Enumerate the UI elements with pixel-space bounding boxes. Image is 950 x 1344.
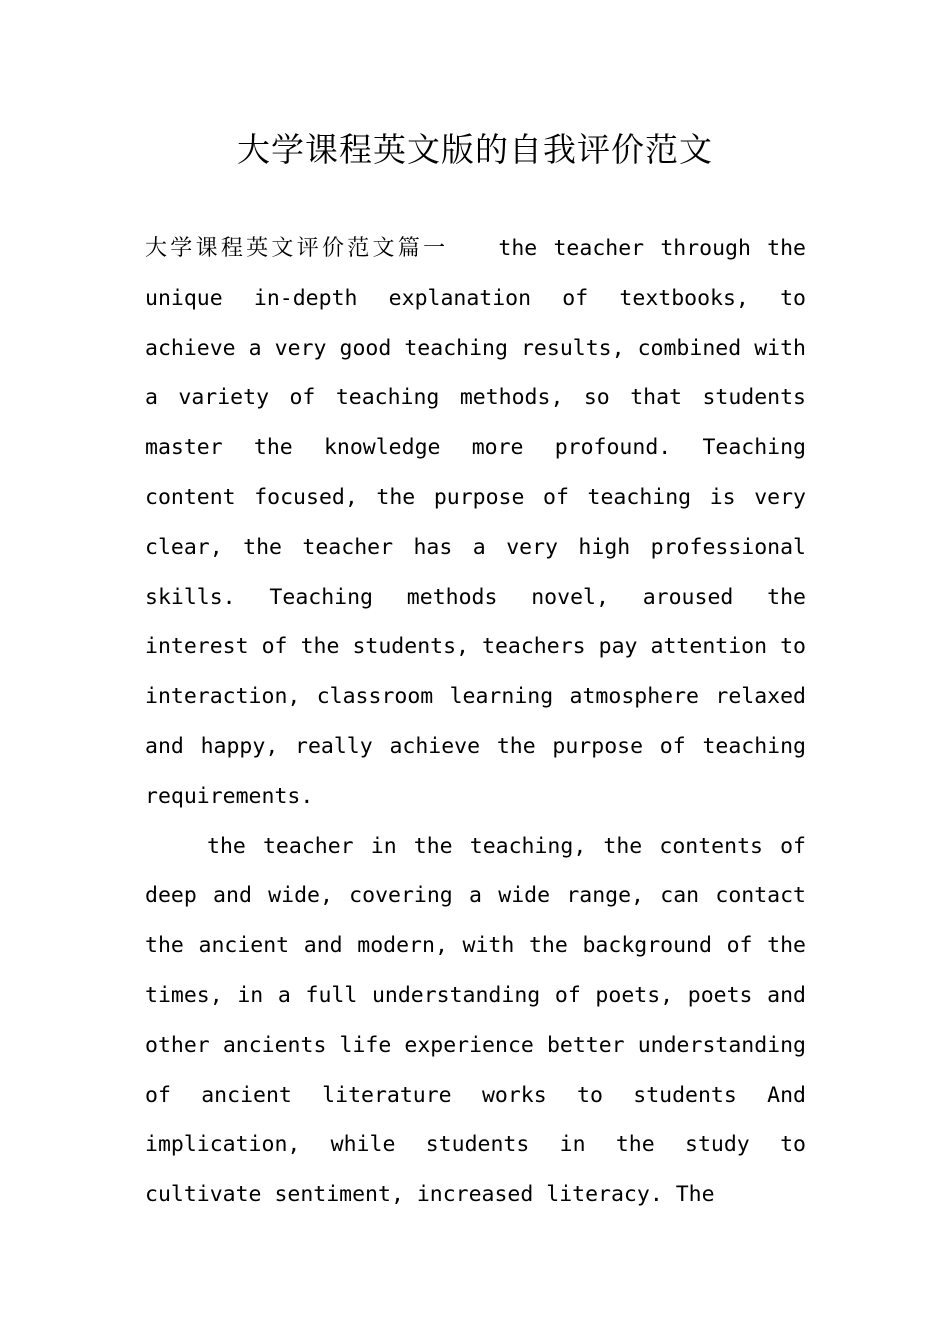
document-body bbox=[145, 224, 806, 1220]
paragraph-2: the teacher in the teaching, the contents of deep and wide, covering a wide range, can contact the ancient and modern, with the background of the times, in a full understanding of poets, poets and other ancients life experience better understanding of ancient literature works to students And implication, while students in the study to cultivate sentiment, increased literacy. The bbox=[145, 833, 806, 1208]
document-title: 大学课程英文版的自我评价范文 bbox=[237, 130, 713, 169]
paragraph-1 bbox=[145, 224, 806, 822]
section-label: 大学课程英文评价范文篇一 bbox=[145, 236, 449, 261]
paragraph-1-text: the teacher through the unique in-depth explanation of textbooks, to achieve a very good teaching results, combined with a variety of teaching methods, so that students master the knowledge more profound. Teaching content focused, the purpose of teaching is very clear, the teacher has a very high professional skills. Teaching methods novel, aroused the interest of the students, teachers pay attention to interaction, classroom learning atmosphere relaxed and happy, really achieve the purpose of teaching requirements. bbox=[145, 236, 806, 809]
